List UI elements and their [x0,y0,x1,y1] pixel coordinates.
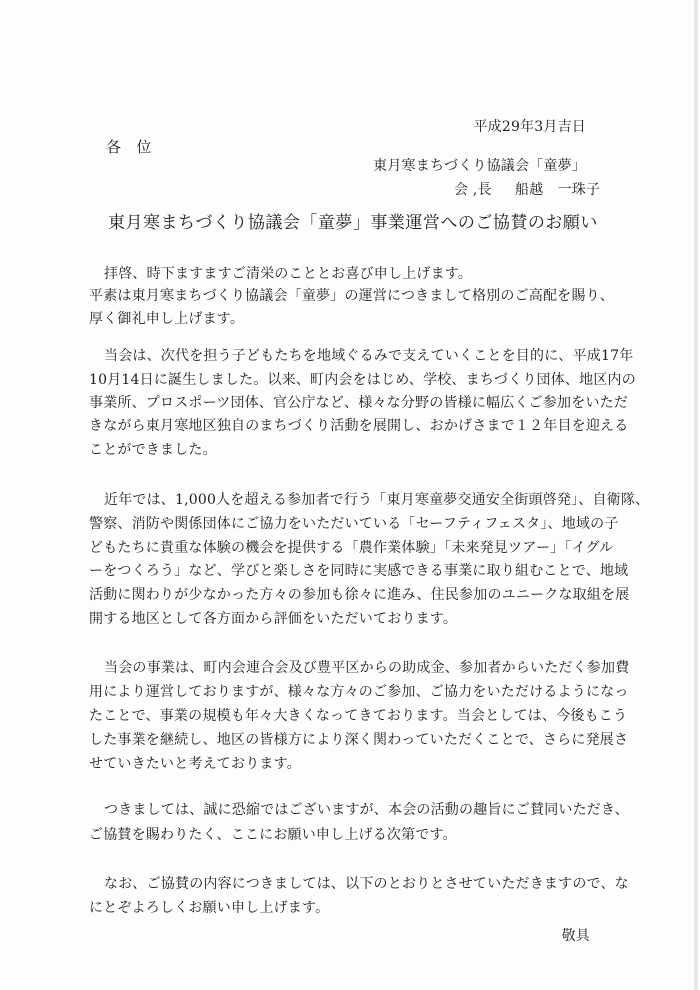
body-line: 当会は、次代を担う子どもたちを地域ぐるみで支えていくことを目的に、平成17年 [104,348,634,364]
body-line: 10月14日に誕生しました。以来、町内会をはじめ、学校、まちづくり団体、地区内の [89,372,636,388]
body-line: 拝啓、時下ますますご清栄のこととお喜び申し上げます。 [104,266,473,282]
body-line: きながら東月寒地区独自のまちづくり活動を展開し、おかげさまで１２年目を迎える [89,418,629,434]
president-name: 船越 一珠子 [515,182,601,198]
body-line: した事業を継続し、地区の皆様方により深く関わっていただくことで、さらに発展さ [89,732,629,748]
president-role: 会 ,長 [454,182,492,198]
body-line: つきましては、誠に恐縮ではございますが、本会の活動の趣旨にご賛同いただき、 [104,802,629,818]
date-line: 平成29年3月吉日 [473,119,586,135]
body-line: たことで、事業の規模も年々大きくなってきております。当会としては、今後もこう [89,708,628,724]
closing-keigu: 敬具 [561,928,590,944]
body-line: どもたちに貴重な体験の機会を提供する「農作業体験」「未来発見ツアー」「イグル [89,540,614,556]
body-line: なお、ご協賛の内容につきましては、以下のとおりとさせていただきますので、な [104,876,629,892]
body-line: ことができました。 [89,442,217,458]
body-line: にとぞよろしくお願い申し上げます。 [89,900,330,916]
document-title: 東月寒まちづくり協議会「童夢」事業運営へのご協賛のお願い [108,213,598,233]
body-line: ご協賛を賜わりたく、ここにお願い申し上げる次第です。 [89,827,457,843]
body-line: ーをつくろう」など、学びと楽しさを同時に実感できる事業に取り組むことで、地域 [89,563,629,579]
organization-name: 東月寒まちづくり協議会「童夢」 [373,158,586,174]
body-line: 平素は東月寒まちづくり協議会「童夢」の運営につきまして格別のご高配を賜り、 [89,288,614,304]
body-line: 事業所、プロスポーツ団体、官公庁など、様々な分野の皆様に幅広くご参加をいただ [89,395,629,411]
addressee: 各 位 [106,138,152,156]
body-line: せていきたいと考えております。 [89,756,301,772]
body-line: 厚く御礼申し上げます。 [89,311,245,327]
body-line: 警察、消防や関係団体にご協力をいただいている「セーフティフェスタ」、地域の子 [89,516,619,532]
body-line: 開する地区として各方面から評価をいただいております。 [89,611,458,627]
body-line: 活動に関わりが少なかった方々の参加も徐々に進み、住民参加のユニークな取組を展 [89,587,630,603]
body-line: 近年では、1,000人を超える参加者で行う「東月寒童夢交通安全街頭啓発」、自衛隊、 [104,492,650,508]
body-line: 用により運営しておりますが、様々な方々のご参加、ご協力をいただけるようになっ [89,684,629,700]
body-line: 当会の事業は、町内会連合会及び豊平区からの助成金、参加者からいただく参加費 [104,660,630,676]
